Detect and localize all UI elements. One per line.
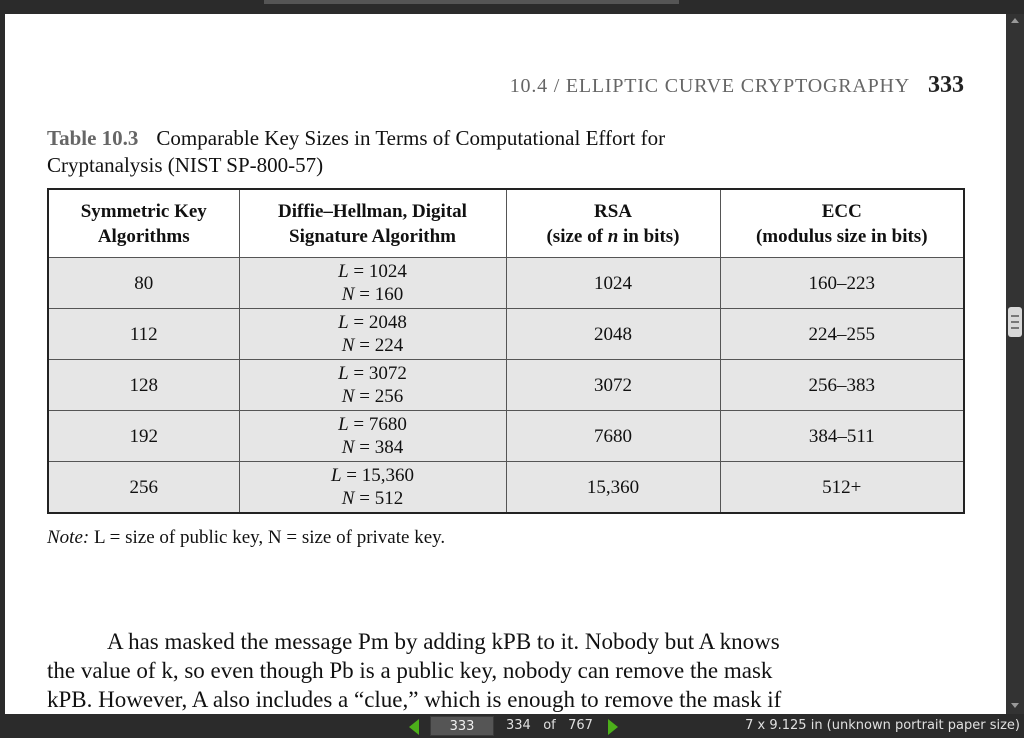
header-rsa-line2 (546, 226, 679, 247)
viewer-status-bar (0, 714, 1024, 738)
cell-dh-L: 7680 (368, 414, 407, 435)
table-header-row (48, 189, 964, 258)
next-page-arrow-icon[interactable] (608, 719, 618, 735)
cell-dh-N: 384 (374, 437, 404, 458)
table-row (48, 309, 964, 360)
cell-dh-N: 512 (374, 488, 404, 509)
cell-dh-N: 160 (374, 284, 404, 305)
cell-dh: L = 3072 N = 256 (239, 360, 506, 411)
body-line-3: kPB. However, A also includes a “clue,” which is enough to remove the mask if (47, 687, 782, 712)
paper-size-label: 7 x 9.125 in (unknown portrait paper size) (745, 718, 1020, 733)
page-range-text: 334 of 767 (506, 718, 593, 733)
cell-symmetric: 192 (48, 411, 239, 462)
cell-dh-N: 256 (374, 386, 404, 407)
top-bar (0, 0, 1024, 14)
cell-dh-L: 1024 (368, 261, 407, 282)
header-ecc-line2: (modulus size in bits) (755, 225, 928, 247)
cell-dh: L = 2048 N = 224 (239, 309, 506, 360)
cell-rsa: 7680 (506, 411, 720, 462)
cell-symmetric: 128 (48, 360, 239, 411)
prev-page-arrow-icon[interactable] (409, 719, 419, 735)
cell-symmetric: 112 (48, 309, 239, 360)
header-dh-line1: Diffie–Hellman, Digital (278, 200, 467, 222)
cell-dh: L = 15,360 N = 512 (239, 462, 506, 514)
header-dh (239, 189, 506, 258)
note-label: Note: (47, 527, 90, 548)
key-size-table (47, 188, 965, 514)
body-paragraph (47, 627, 965, 714)
cell-dh: L = 1024 N = 160 (239, 258, 506, 309)
table-row (48, 360, 964, 411)
top-bar-tab (264, 0, 679, 4)
table-note (47, 527, 445, 549)
header-symmetric-line1: Symmetric Key (80, 200, 207, 222)
header-rsa-var: n (607, 225, 619, 247)
table-caption-text: Comparable Key Sizes in Terms of Computational Effort for Cryptanalysis (NIST SP-800-57) (47, 126, 666, 177)
table-row (48, 258, 964, 309)
scroll-thumb[interactable] (1008, 307, 1022, 337)
scroll-up-arrow-icon[interactable] (1011, 18, 1019, 23)
cell-ecc: 224–255 (720, 309, 964, 360)
cell-rsa: 1024 (506, 258, 720, 309)
table-row (48, 411, 964, 462)
header-ecc-line1: ECC (821, 200, 862, 222)
table-label: Table 10.3 (47, 126, 139, 150)
header-symmetric (48, 189, 239, 258)
vertical-scrollbar[interactable] (1006, 14, 1024, 714)
cell-symmetric: 80 (48, 258, 239, 309)
cell-ecc: 256–383 (720, 360, 964, 411)
scroll-down-arrow-icon[interactable] (1011, 703, 1019, 708)
cell-ecc: 384–511 (720, 411, 964, 462)
cell-symmetric: 256 (48, 462, 239, 514)
cell-rsa: 2048 (506, 309, 720, 360)
running-head (510, 72, 964, 99)
note-text: L = size of public key, N = size of private key. (93, 527, 446, 548)
header-rsa-line1: RSA (593, 200, 632, 222)
cell-rsa: 3072 (506, 360, 720, 411)
body-line-2: the value of k, so even though Pb is a public key, nobody can remove the mask (47, 658, 773, 683)
cell-dh-L: 15,360 (361, 465, 415, 486)
header-dh-line2: Signature Algorithm (289, 225, 456, 247)
header-symmetric-line2: Algorithms (97, 225, 190, 247)
header-ecc (720, 189, 964, 258)
table-row (48, 462, 964, 514)
page-number-input[interactable] (430, 716, 494, 736)
table-caption (47, 125, 687, 179)
page-number: 333 (928, 72, 964, 98)
grip-icon (1011, 315, 1019, 329)
header-rsa (506, 189, 720, 258)
pdf-page (5, 14, 1006, 714)
cell-rsa: 15,360 (506, 462, 720, 514)
cell-dh-N: 224 (374, 335, 404, 356)
cell-dh-L: 2048 (368, 312, 407, 333)
cell-ecc: 512+ (720, 462, 964, 514)
body-line-1: A has masked the message Pm by adding kPB to it. Nobody but A knows (107, 629, 780, 654)
header-rsa-post: in bits) (618, 225, 680, 247)
header-rsa-pre: (size of (546, 225, 608, 247)
cell-dh-L: 3072 (368, 363, 407, 384)
cell-ecc: 160–223 (720, 258, 964, 309)
cell-dh: L = 7680 N = 384 (239, 411, 506, 462)
running-head-title: 10.4 / ELLIPTIC CURVE CRYPTOGRAPHY (509, 75, 910, 97)
